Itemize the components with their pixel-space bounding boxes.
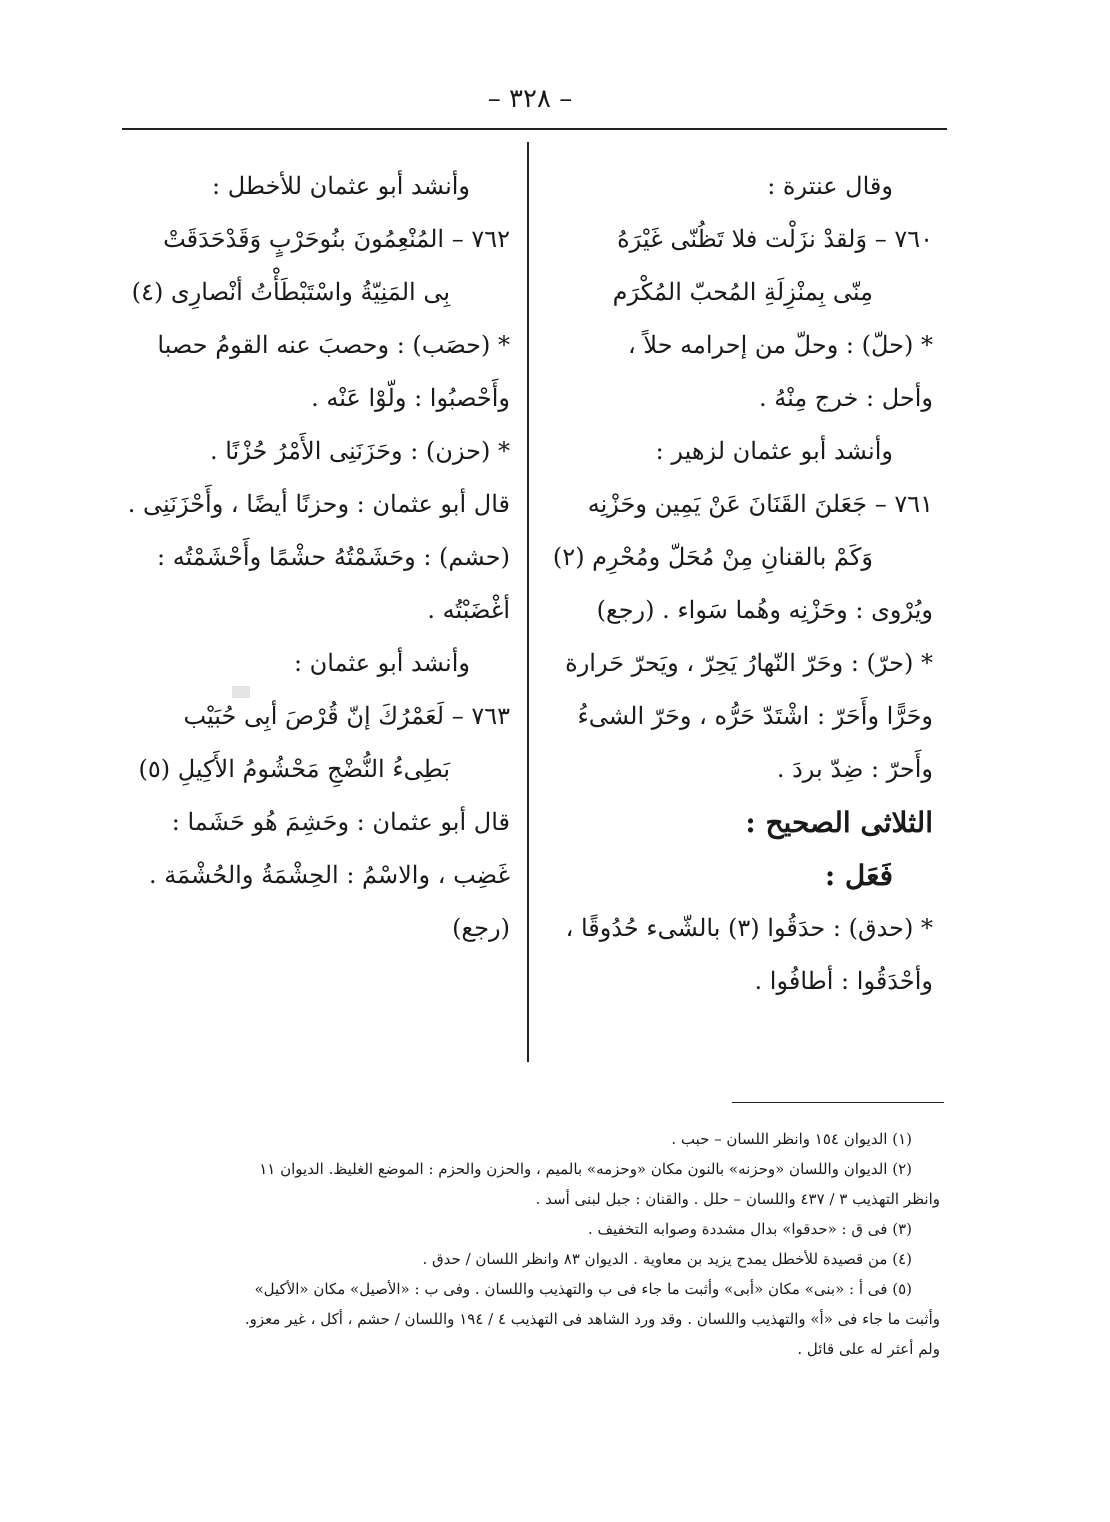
left-column: [118, 160, 510, 955]
text-line: وحَرًّا وأَحَرّ : اشْتَدّ حَرُّه ، وحَرّ الشىءُ: [577, 702, 933, 730]
verse-line: ٧٦١ – جَعَلنَ القَنَانَ عَنْ يَمِين وحَزْنِه: [587, 490, 933, 518]
entry-line: * (حلّ) : وحلّ من إحرامه حلاً ،: [628, 331, 933, 359]
entry-line: * (حدق) : حدَقُوا (٣) بالشّىء حُدُوقًا ،: [565, 914, 933, 942]
verse-line: ٧٦٣ – لَعَمْرُكَ إنّ قُرْصَ أبِى حُبَيْب: [183, 702, 510, 730]
entry-line: * (حصَب) : وحصبَ عنه القومُ حصبا: [157, 331, 510, 359]
footnote-line: (٣) فى ق : «حدقوا» بدال مشددة وصوابه التخفيف .: [587, 1220, 912, 1238]
text-line: (رجع): [452, 914, 510, 942]
text-line: وأحل : خرج مِنْهُ .: [758, 384, 933, 412]
page-number: – ٣٢٨ –: [487, 84, 573, 114]
footnote-line: (٢) الديوان واللسان «وحزنه» بالنون مكان «وحزمه» بالميم ، والحزن والحزم : الموضع الغليظ. الديوان ١١: [259, 1160, 912, 1178]
footnote-line: (٥) فى أ : «بنى» مكان «أبى» وأثبت ما جاء فى ب والتهذيب واللسان . وفى ب : «الأصيل» مكان «الأكيل»: [254, 1280, 912, 1298]
subsection-heading: فَعَل :: [824, 859, 893, 892]
footnote-line: (١) الديوان ١٥٤ وانظر اللسان – حبب .: [671, 1130, 912, 1148]
entry-line: * (حزن) : وحَزَنَنِى الأَمْرُ حُزْنًا .: [209, 437, 510, 465]
text-line: وأَحرّ : ضِدّ بردَ .: [776, 755, 933, 783]
verse-line: بَطِىءُ النُّضْجِ مَحْشُومُ الأَكِيلِ (٥): [138, 755, 450, 783]
verse-line: مِنّى بِمنْزِلَةِ المُحبّ المُكْرَم: [612, 278, 873, 306]
text-line: أغْضَبْتُه .: [427, 596, 510, 624]
text-line: غَضِب ، والاسْمُ : الحِشْمَةُ والحُشْمَة .: [148, 861, 510, 889]
footnote-line: وأثبت ما جاء فى «أ» والتهذيب واللسان . وقد ورد الشاهد فى التهذيب ٤ / ١٩٤ واللسان / حشم ، أكل ، غير معزو.: [244, 1310, 940, 1328]
text-line: وقال عنترة :: [767, 172, 893, 200]
verse-line: ٧٦٢ – المُنْعِمُونَ بنُوحَرْبٍ وَقَدْحَدَقَتْ: [163, 225, 510, 253]
footnote-line: (٤) من قصيدة للأخطل يمدح يزيد بن معاوية . الديوان ٨٣ وانظر اللسان / حدق .: [422, 1250, 912, 1268]
entry-line: (حشم) : وحَشَمْتُهُ حشْمًا وأَحْشَمْتُه :: [156, 543, 510, 571]
footnotes: [104, 1124, 940, 1364]
entry-line: * (حرّ) : وحَرّ النّهارُ يَحِرّ ، ويَحرّ حَرارة: [565, 649, 933, 677]
text-line: وأَحْصبُوا : ولّوْا عَنْه .: [311, 384, 510, 412]
right-column: [552, 160, 933, 1008]
header-rule: [122, 128, 947, 130]
section-heading: الثلاثى الصحيح :: [745, 806, 933, 839]
column-divider: [527, 142, 529, 1062]
verse-line: بِى المَنِيّةُ واسْتَبْطَأْتُ أنْصارِى (٤): [131, 278, 450, 306]
text-line: قال أبو عثمان : وحَشِمَ هُو حَشَما :: [171, 808, 510, 836]
text-line: وأنشد أبو عثمان لزهير :: [655, 437, 893, 465]
footnote-rule: [732, 1102, 944, 1103]
text-line: وأنشد أبو عثمان للأخطل :: [212, 172, 470, 200]
verse-line: وَكَمْ بالقنانِ مِنْ مُحَلّ ومُحْرِم (٢): [552, 543, 873, 571]
footnote-line: ولم أعثر له على قائل .: [797, 1340, 940, 1358]
text-line: قال أبو عثمان : وحزنًا أيضًا ، وأَحْزَنَنِى .: [127, 490, 510, 518]
text-line: ويُرْوى : وحَزْنِه وهُما سَواء . (رجع): [596, 596, 933, 624]
text-line: وأنشد أبو عثمان :: [293, 649, 470, 677]
verse-line: ٧٦٠ – وَلقدْ نزَلْت فلا تَظُنّى غَيْرَهُ: [617, 225, 933, 253]
text-line: وأحْدَقُوا : أطافُوا .: [754, 967, 933, 995]
ink-blot: [232, 686, 250, 698]
footnote-line: وانظر التهذيب ٣ / ٤٣٧ واللسان – حلل . والقنان : جبل لبنى أسد .: [535, 1190, 940, 1208]
